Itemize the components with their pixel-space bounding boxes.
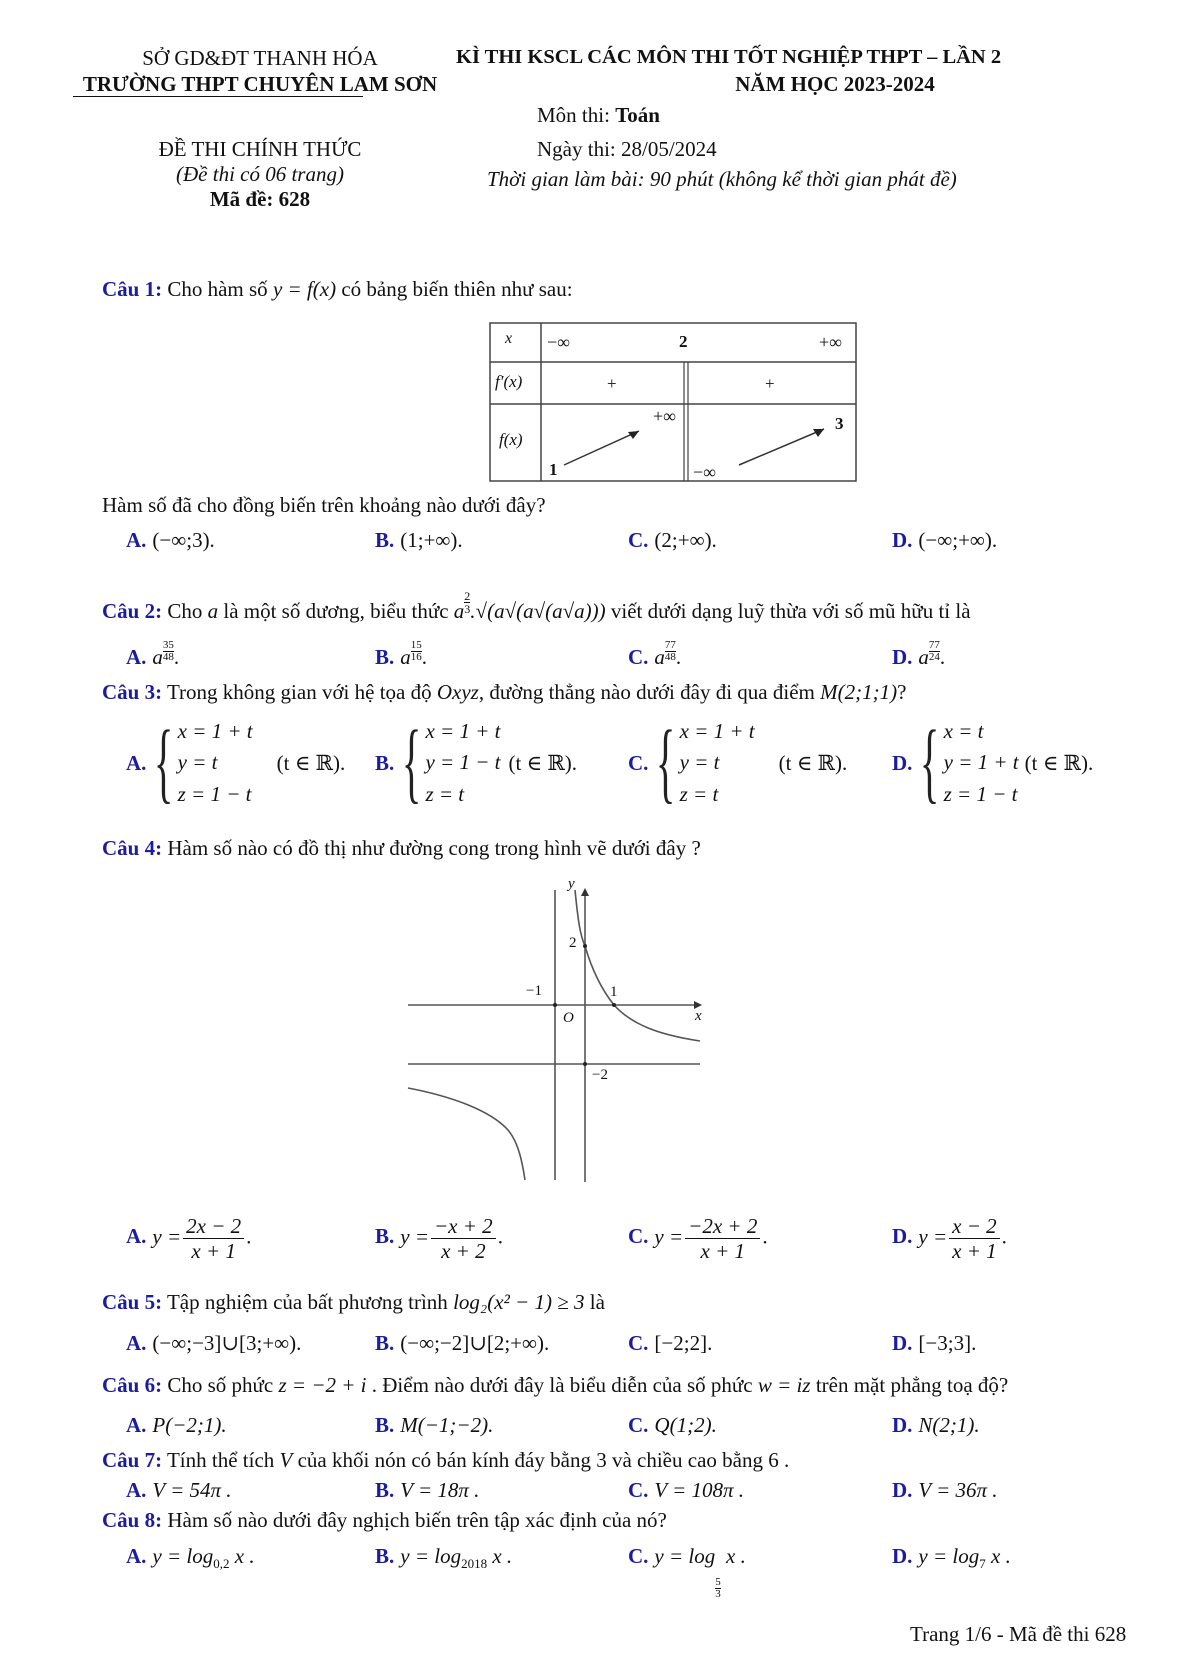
subject-prefix: Môn thi: (537, 103, 616, 127)
frac-num: −2x + 2 (685, 1214, 760, 1239)
q7-option-b[interactable] (375, 1478, 479, 1503)
q2-label: Câu 2: (102, 599, 163, 623)
frac-den: x + 2 (441, 1239, 486, 1264)
q7-option-a[interactable] (126, 1478, 232, 1503)
curve-left-branch (408, 1088, 525, 1180)
graph-tick-x1: 1 (610, 984, 618, 1000)
q4-label: Câu 4: (102, 836, 163, 860)
q5-expr: log₂(x² − 1) ≥ 3 (453, 1290, 585, 1314)
vt-fp-label: f′(x) (495, 372, 523, 391)
q3-option-b[interactable] (375, 713, 578, 812)
vt-x-neg-inf: −∞ (547, 332, 570, 352)
q6-text-b: . Điểm nào dưới đây là biểu diễn của số phức (371, 1373, 753, 1397)
option-text: [−3;3]. (918, 1331, 977, 1355)
q2-exp-den: 3 (464, 602, 471, 616)
frac-num: −x + 2 (431, 1214, 496, 1239)
q4-option-a[interactable]: A. y = $\frac{2x - 2}{x + 1}$ . (126, 1214, 252, 1264)
question-3 (102, 680, 906, 705)
question-4 (102, 836, 701, 861)
brace-icon: { (154, 713, 174, 812)
option-text: V = 18π . (400, 1478, 480, 1502)
sys-cond: (t ∈ ℝ). (508, 750, 578, 775)
sys-row: z = t (679, 781, 719, 806)
q2-option-b[interactable]: B. a $\frac{15}{16}$ . (375, 639, 428, 669)
option-letter: C. (628, 1331, 649, 1355)
sys-row: z = 1 − t (177, 781, 252, 806)
pages-note: (Đề thi có 06 trang) (176, 162, 344, 186)
question-1 (102, 277, 573, 302)
exam-code: Mã đề: 628 (209, 187, 311, 211)
exam-title: KÌ THI KSCL CÁC MÔN THI TỐT NGHIỆP THPT – LẦN 2 (456, 46, 1002, 68)
vt-f-pos-inf: +∞ (653, 406, 676, 426)
q3-oxyz: Oxyz (436, 680, 479, 704)
option-base: a (654, 645, 665, 669)
q6-option-a[interactable] (126, 1413, 227, 1438)
option-text: [−2;2]. (654, 1331, 713, 1355)
option-letter: B. (375, 1224, 395, 1249)
frac-num: 2x − 2 (183, 1214, 244, 1239)
q8-label: Câu 8: (102, 1508, 163, 1532)
school-year: NĂM HỌC 2023-2024 (735, 72, 935, 96)
log-pre: y = log (654, 1544, 716, 1568)
sys-row: x = 1 + t (177, 719, 253, 744)
exp-den: 24 (928, 651, 940, 663)
exp-num: 77 (928, 639, 940, 651)
q3-point: M(2;1;1) (820, 680, 898, 704)
subject-line (537, 103, 660, 128)
log-base: 7 (979, 1556, 986, 1572)
exp-num: 35 (162, 639, 174, 651)
q3-text-b: , đường thẳng nào dưới đây đi qua điểm (478, 680, 815, 704)
q8-text: Hàm số nào dưới đây nghịch biến trên tập xác định của nó? (167, 1508, 667, 1532)
sys-row: z = t (425, 781, 465, 806)
q6-option-c[interactable] (628, 1413, 717, 1438)
q4-option-c[interactable]: C. y = $\frac{-2x + 2}{x + 1}$ . (628, 1214, 768, 1264)
option-letter: B. (375, 750, 395, 775)
graph-canvas (370, 860, 750, 1200)
frac-den: x + 1 (191, 1239, 236, 1264)
q2-option-d[interactable]: D. a $\frac{77}{24}$ . (892, 639, 946, 669)
log-pre: y = log (152, 1544, 214, 1568)
q3-option-c[interactable] (628, 713, 848, 812)
log-base: 0,2 (213, 1556, 230, 1572)
q1-option-a[interactable] (126, 528, 215, 553)
option-text: (2;+∞). (654, 528, 717, 552)
question-7 (102, 1448, 789, 1473)
q1-question: Hàm số đã cho đồng biến trên khoảng nào dưới đây? (102, 493, 546, 517)
option-text: (−∞;−2]∪[2;+∞). (400, 1331, 550, 1355)
option-letter: D. (892, 1413, 913, 1437)
exp-num: 77 (664, 639, 676, 651)
q8-option-c[interactable] (628, 1544, 746, 1600)
q3-option-a[interactable] (126, 713, 346, 812)
exp-num: 15 (410, 639, 422, 651)
graph-y-label: y (568, 876, 575, 892)
option-text: V = 54π . (152, 1478, 232, 1502)
q2-expr-root: .√(a√(a√(a√a))) (470, 599, 606, 623)
option-text: (−∞;3). (152, 528, 215, 552)
frac-num: x − 2 (949, 1214, 1000, 1239)
option-letter: A. (126, 750, 147, 775)
q2-exp-num: 2 (464, 589, 471, 603)
increase-arrow-left (564, 431, 639, 465)
sys-cond: (t ∈ ℝ). (276, 750, 346, 775)
graph-tick-ym2: −2 (592, 1067, 608, 1083)
q6-w: w = iz (757, 1373, 811, 1397)
option-text: (1;+∞). (400, 528, 463, 552)
vt-x-pos-inf: +∞ (819, 332, 842, 352)
option-letter: A. (126, 1544, 147, 1568)
vt-sign-right: + (765, 374, 775, 393)
option-letter: B. (375, 645, 395, 669)
vt-f-neg-inf: −∞ (693, 462, 716, 482)
option-base: a (918, 645, 929, 669)
q3-option-d[interactable] (892, 713, 1094, 812)
graph-origin: O (563, 1010, 574, 1026)
option-letter: D. (892, 1224, 913, 1249)
q5-option-d[interactable] (892, 1331, 976, 1356)
q1-text-b: có bảng biến thiên như sau: (341, 277, 573, 301)
option-letter: A. (126, 1224, 147, 1249)
q5-text-a: Tập nghiệm của bất phương trình (166, 1290, 448, 1314)
exam-date: Ngày thi: 28/05/2024 (537, 137, 717, 161)
q7-v: V (279, 1448, 293, 1472)
question-6 (102, 1373, 1008, 1398)
option-letter: A. (126, 1331, 147, 1355)
increase-arrow-right (739, 429, 824, 465)
option-letter: C. (628, 1413, 649, 1437)
q7-option-d[interactable] (892, 1478, 998, 1503)
option-letter: A. (126, 528, 147, 552)
brace-icon: { (402, 713, 422, 812)
log-base: 2018 (461, 1556, 488, 1572)
option-letter: B. (375, 1331, 395, 1355)
option-text: (−∞;+∞). (918, 528, 998, 552)
question-5 (102, 1290, 605, 1315)
log-pre: y = log (918, 1544, 980, 1568)
function-graph (370, 860, 750, 1200)
q8-option-d[interactable] (892, 1544, 1011, 1572)
school-name (40, 72, 480, 97)
option-base: a (152, 645, 163, 669)
q8-option-b[interactable] (375, 1544, 512, 1572)
q4-option-d[interactable]: D. y = $\frac{x - 2}{x + 1}$ . (892, 1214, 1007, 1264)
question-2 (102, 590, 971, 624)
q6-option-b[interactable] (375, 1413, 493, 1438)
sys-row: z = 1 − t (943, 781, 1018, 806)
exp-den: 48 (162, 651, 174, 663)
q4-text: Hàm số nào có đồ thị như đường cong trong hình vẽ dưới đây ? (167, 836, 701, 860)
exp-den: 48 (664, 651, 676, 663)
graph-tick-xm1: −1 (526, 983, 542, 999)
official-label: ĐỀ THI CHÍNH THỨC (158, 137, 362, 161)
sys-cond: (t ∈ ℝ). (1024, 750, 1094, 775)
q5-option-c[interactable] (628, 1331, 712, 1356)
sys-row: x = 1 + t (425, 719, 501, 744)
option-text: M(−1;−2). (400, 1413, 494, 1437)
q7-text-a: Tính thể tích (166, 1448, 275, 1472)
variation-table-lines (489, 322, 857, 482)
q2-expr-base: a (453, 599, 465, 623)
option-base: a (400, 645, 411, 669)
vt-f-3: 3 (835, 414, 844, 433)
option-letter: C. (628, 1478, 649, 1502)
option-text: Q(1;2). (654, 1413, 717, 1437)
vt-f-label: f(x) (499, 430, 523, 449)
q2-text-c: viết dưới dạng luỹ thừa với số mũ hữu tỉ là (610, 599, 971, 623)
option-letter: B. (375, 528, 395, 552)
q6-text-c: trên mặt phẳng toạ độ? (815, 1373, 1009, 1397)
vt-sign-left: + (607, 374, 617, 393)
sys-row: y = 1 − t (425, 750, 501, 775)
q1-option-d[interactable] (892, 528, 997, 553)
option-letter: D. (892, 1478, 913, 1502)
frac-den: x + 1 (700, 1239, 745, 1264)
brace-icon: { (656, 713, 676, 812)
q2-text-b: là một số dương, biểu thức (223, 599, 449, 623)
subject-name: Toán (615, 103, 660, 127)
vt-x-label: x (505, 330, 513, 347)
sys-row: y = t (679, 750, 720, 775)
sys-row: y = 1 + t (943, 750, 1019, 775)
q4-option-b[interactable]: B. y = $\frac{-x + 2}{x + 2}$ . (375, 1214, 503, 1264)
option-letter: D. (892, 750, 913, 775)
exp-den: 16 (410, 651, 422, 663)
school-name-text: TRƯỜNG THPT CHUYÊN LAM SƠN (82, 72, 438, 96)
option-letter: D. (892, 528, 913, 552)
q2-text-a: Cho (167, 599, 203, 623)
q6-option-d[interactable] (892, 1413, 980, 1438)
q7-label: Câu 7: (102, 1448, 163, 1472)
option-letter: C. (628, 750, 649, 775)
log-post: x . (991, 1544, 1011, 1568)
q6-z: z = −2 + i (278, 1373, 367, 1397)
option-letter: C. (628, 645, 649, 669)
option-letter: A. (126, 645, 147, 669)
option-letter: C. (628, 1544, 649, 1568)
page-footer: Trang 1/6 - Mã đề thi 628 (910, 1622, 1127, 1646)
option-letter: B. (375, 1544, 395, 1568)
vt-f-1: 1 (549, 460, 558, 479)
dept-name: SỞ GD&ĐT THANH HÓA (142, 46, 378, 70)
q8-option-a[interactable] (126, 1544, 255, 1572)
q2-var: a (207, 599, 219, 623)
sys-row: x = t (943, 719, 984, 744)
q2-option-c[interactable]: C. a $\frac{77}{48}$ . (628, 639, 682, 669)
log-post: x . (492, 1544, 513, 1568)
q6-label: Câu 6: (102, 1373, 163, 1397)
curve-right-branch (575, 890, 700, 1041)
log-base-den: 3 (715, 1588, 721, 1600)
graph-x-label: x (695, 1008, 702, 1024)
question-8 (102, 1508, 667, 1533)
log-pre: y = log (400, 1544, 462, 1568)
exam-time: Thời gian làm bài: 90 phút (không kể thời gian phát đề) (487, 167, 957, 191)
option-text: V = 36π . (918, 1478, 998, 1502)
q6-text-a: Cho số phức (167, 1373, 274, 1397)
q1-expr: y = f(x) (272, 277, 337, 301)
q3-label: Câu 3: (102, 680, 163, 704)
q7-option-c[interactable] (628, 1478, 744, 1503)
q3-text-c: ? (897, 680, 907, 704)
log-base-num: 5 (715, 1576, 721, 1588)
q1-option-c[interactable] (628, 528, 717, 553)
header-underline (73, 96, 363, 97)
variation-table (489, 322, 857, 482)
option-letter: B. (375, 1413, 395, 1437)
graph-tick-y2: 2 (569, 935, 577, 951)
option-letter: D. (892, 1331, 913, 1355)
option-letter: A. (126, 1478, 147, 1502)
brace-icon: { (920, 713, 940, 812)
vt-x-2: 2 (679, 332, 688, 351)
q7-text-b: của khối nón có bán kính đáy bằng 3 và chiều cao bằng 6 . (297, 1448, 790, 1472)
q1-text-a: Cho hàm số (167, 277, 268, 301)
q5-label: Câu 5: (102, 1290, 163, 1314)
option-letter: B. (375, 1478, 395, 1502)
q5-text-b: là (589, 1290, 605, 1314)
option-letter: C. (628, 528, 649, 552)
log-post: x . (726, 1544, 746, 1568)
option-text: V = 108π . (654, 1478, 745, 1502)
q5-option-b[interactable] (375, 1331, 549, 1356)
log-post: x . (234, 1544, 255, 1568)
y-axis-arrow (581, 888, 589, 896)
option-letter: A. (126, 1413, 147, 1437)
option-letter: D. (892, 645, 913, 669)
q1-label: Câu 1: (102, 277, 163, 301)
sys-row: y = t (177, 750, 218, 775)
q2-option-a[interactable]: A. a $\frac{35}{48}$ . (126, 639, 180, 669)
q1-option-b[interactable] (375, 528, 463, 553)
option-letter: C. (628, 1224, 649, 1249)
option-letter: D. (892, 1544, 913, 1568)
option-text: (−∞;−3]∪[3;+∞). (152, 1331, 302, 1355)
frac-den: x + 1 (952, 1239, 997, 1264)
q5-option-a[interactable] (126, 1331, 301, 1356)
q3-text-a: Trong không gian với hệ tọa độ (166, 680, 432, 704)
option-text: N(2;1). (918, 1413, 980, 1437)
option-text: P(−2;1). (152, 1413, 227, 1437)
sys-row: x = 1 + t (679, 719, 755, 744)
sys-cond: (t ∈ ℝ). (778, 750, 848, 775)
